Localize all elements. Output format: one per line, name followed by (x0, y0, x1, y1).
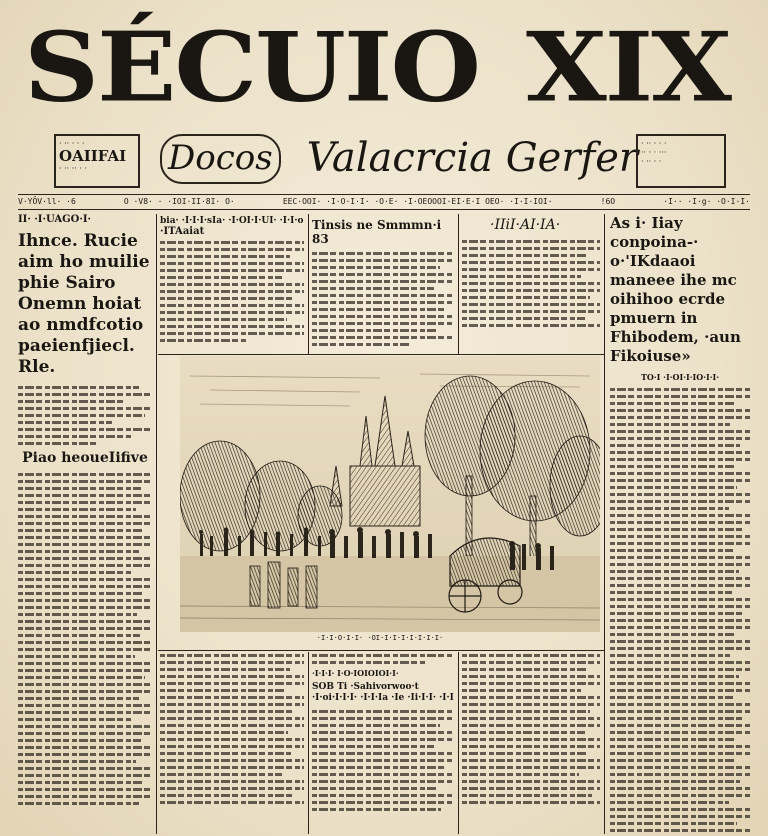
engraving-image (180, 356, 600, 632)
subtitle-ornament: Docos (160, 134, 281, 184)
lower-center (312, 654, 454, 834)
column-rule (308, 652, 309, 834)
dateline-right: !6O (600, 197, 616, 206)
column-rule (458, 214, 459, 354)
masthead (24, 12, 744, 122)
left-ear-line: · ·· · · · (59, 139, 85, 148)
lower-center-kicker: ·I·I·I· I·O·IOIOIOI·I· (312, 668, 399, 678)
lower-left-center (160, 654, 304, 834)
dateline (18, 194, 750, 210)
lower-center-headline: SOB Ti ·Sahivorwoo·t ·I·oi·I·I·I· ·I·I·Ia ·Ie ·Ii·I·I· ·I·I (312, 682, 454, 703)
subtitle-main: Valacrcia Gerfer (306, 135, 639, 181)
column-3-text (312, 252, 454, 346)
column-4-headline: ·IIiI·AI·IA· (490, 218, 561, 233)
masthead-left: SÉCUIO (24, 10, 480, 124)
masthead-right: XIX (525, 10, 730, 124)
right-ear-line: ·· · · ··· (641, 148, 667, 157)
column-3-headline: Tinsis ne Smmmn·i 83 (312, 218, 442, 246)
subtitle (160, 130, 639, 186)
lower-right-center (462, 654, 600, 834)
column-5 (610, 214, 750, 834)
dateline-center: EEC·OOI· ·I·O·I·I· ·O·E· ·I·OEOOOI·EI·E·I OEO· ·I·I·IOI· (282, 197, 553, 206)
right-ear-line: · ·· · · · (641, 139, 667, 148)
column-2-sub: ·ITAaiat (160, 226, 205, 237)
illustration-caption: ·I·I·O·I·I· ·OI·I·I·I·I·I·I·I· (316, 634, 444, 642)
column-1-headline: Ihnce. Rucie aim ho muilie phie Sairo Onemn hoiat ao nmdfcotio paeienfjiecl. Rle. (18, 231, 150, 377)
column-4 (462, 218, 600, 352)
column-1-subhead: Piao heoueIifive (22, 450, 148, 466)
left-ear-box (54, 134, 140, 188)
left-ear-title: OAIIFAI (59, 147, 127, 165)
column-rule (308, 214, 309, 354)
column-2-text (160, 241, 304, 342)
left-ear-line: · ·· ·· · · (59, 164, 87, 173)
column-1-text (18, 473, 152, 805)
engraving-illustration (180, 356, 600, 632)
column-5-headline: As i· Iiay conpoina-· o·'IKdaaoi maneee ihe mc oihihoo ecrde pmuern in Fhibodem, ·aun Fikoiuse» (610, 214, 741, 365)
column-1-kicker: II· ·I·UAGO·I· (18, 214, 92, 225)
right-ear-line: · ·· · · (641, 157, 662, 166)
column-5-text (610, 388, 750, 834)
section-rule (158, 650, 604, 651)
column-3 (312, 218, 454, 352)
column-rule (458, 652, 459, 834)
dateline-far-right: ·I·· ·I·g· ·O·I·I· (663, 197, 750, 206)
column-1 (18, 214, 152, 834)
column-2-kicker: bia· ·I·I·I·sIa· ·I·OI·I·UI· ·I·I·o (160, 216, 304, 226)
dateline-center-left: O ·V8· · ·IOI·II·8I· O· (123, 197, 235, 206)
column-rule (604, 214, 605, 834)
column-rule (156, 214, 157, 834)
lower-center-text (312, 710, 454, 811)
right-ear-box (636, 134, 726, 188)
lower-right-center-text (462, 654, 600, 804)
column-2 (160, 216, 304, 352)
column-1-text (18, 386, 152, 445)
section-rule (158, 354, 604, 355)
lower-left-center-text (160, 654, 304, 804)
dateline-left: V·YŌV·ll· ·6 (18, 197, 76, 206)
column-4-text (462, 240, 600, 327)
column-5-kicker: TO·I ·I·OI·I·IO·I·I· (640, 372, 720, 382)
lower-center-text (312, 654, 454, 664)
